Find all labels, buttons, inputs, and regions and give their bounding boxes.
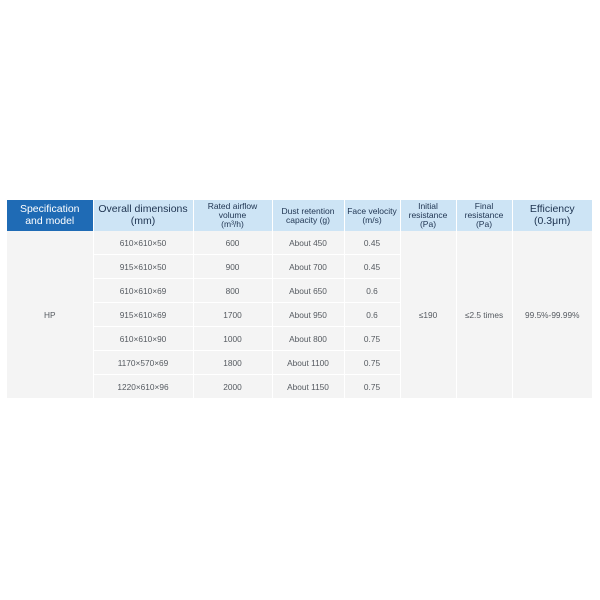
velocity-cell: 0.45 — [344, 231, 400, 255]
dust-cell: About 1150 — [272, 375, 344, 399]
dimensions-cell: 610×610×69 — [93, 279, 193, 303]
efficiency-cell: 99.5%-99.99% — [512, 231, 592, 398]
velocity-cell: 0.75 — [344, 351, 400, 375]
header-specification: Specification and model — [7, 200, 93, 231]
velocity-cell: 0.6 — [344, 303, 400, 327]
header-initial-resistance: Initial resistance (Pa) — [400, 200, 456, 231]
dust-cell: About 450 — [272, 231, 344, 255]
airflow-cell: 1800 — [193, 351, 272, 375]
dust-cell: About 800 — [272, 327, 344, 351]
dimensions-cell: 915×610×50 — [93, 255, 193, 279]
header-efficiency: Efficiency (0.3μm) — [512, 200, 592, 231]
header-face-velocity: Face velocity (m/s) — [344, 200, 400, 231]
dimensions-cell: 610×610×90 — [93, 327, 193, 351]
header-airflow: Rated airflow volume (m³/h) — [193, 200, 272, 231]
dimensions-cell: 610×610×50 — [93, 231, 193, 255]
dimensions-cell: 915×610×69 — [93, 303, 193, 327]
header-dust-retention: Dust retention capacity (g) — [272, 200, 344, 231]
initial-resistance-cell: ≤190 — [400, 231, 456, 398]
final-resistance-cell: ≤2.5 times — [456, 231, 512, 398]
airflow-cell: 1000 — [193, 327, 272, 351]
dust-cell: About 650 — [272, 279, 344, 303]
dust-cell: About 1100 — [272, 351, 344, 375]
model-cell: HP — [7, 231, 93, 398]
table-header-row — [7, 200, 592, 231]
airflow-cell: 900 — [193, 255, 272, 279]
velocity-cell: 0.6 — [344, 279, 400, 303]
header-dimensions: Overall dimensions (mm) — [93, 200, 193, 231]
velocity-cell: 0.45 — [344, 255, 400, 279]
airflow-cell: 1700 — [193, 303, 272, 327]
airflow-cell: 2000 — [193, 375, 272, 399]
table-row — [7, 231, 592, 255]
velocity-cell: 0.75 — [344, 327, 400, 351]
dust-cell: About 950 — [272, 303, 344, 327]
airflow-cell: 600 — [193, 231, 272, 255]
header-final-resistance: Final resistance (Pa) — [456, 200, 512, 231]
specification-table — [7, 200, 592, 398]
dimensions-cell: 1220×610×96 — [93, 375, 193, 399]
velocity-cell: 0.75 — [344, 375, 400, 399]
airflow-cell: 800 — [193, 279, 272, 303]
dimensions-cell: 1170×570×69 — [93, 351, 193, 375]
dust-cell: About 700 — [272, 255, 344, 279]
